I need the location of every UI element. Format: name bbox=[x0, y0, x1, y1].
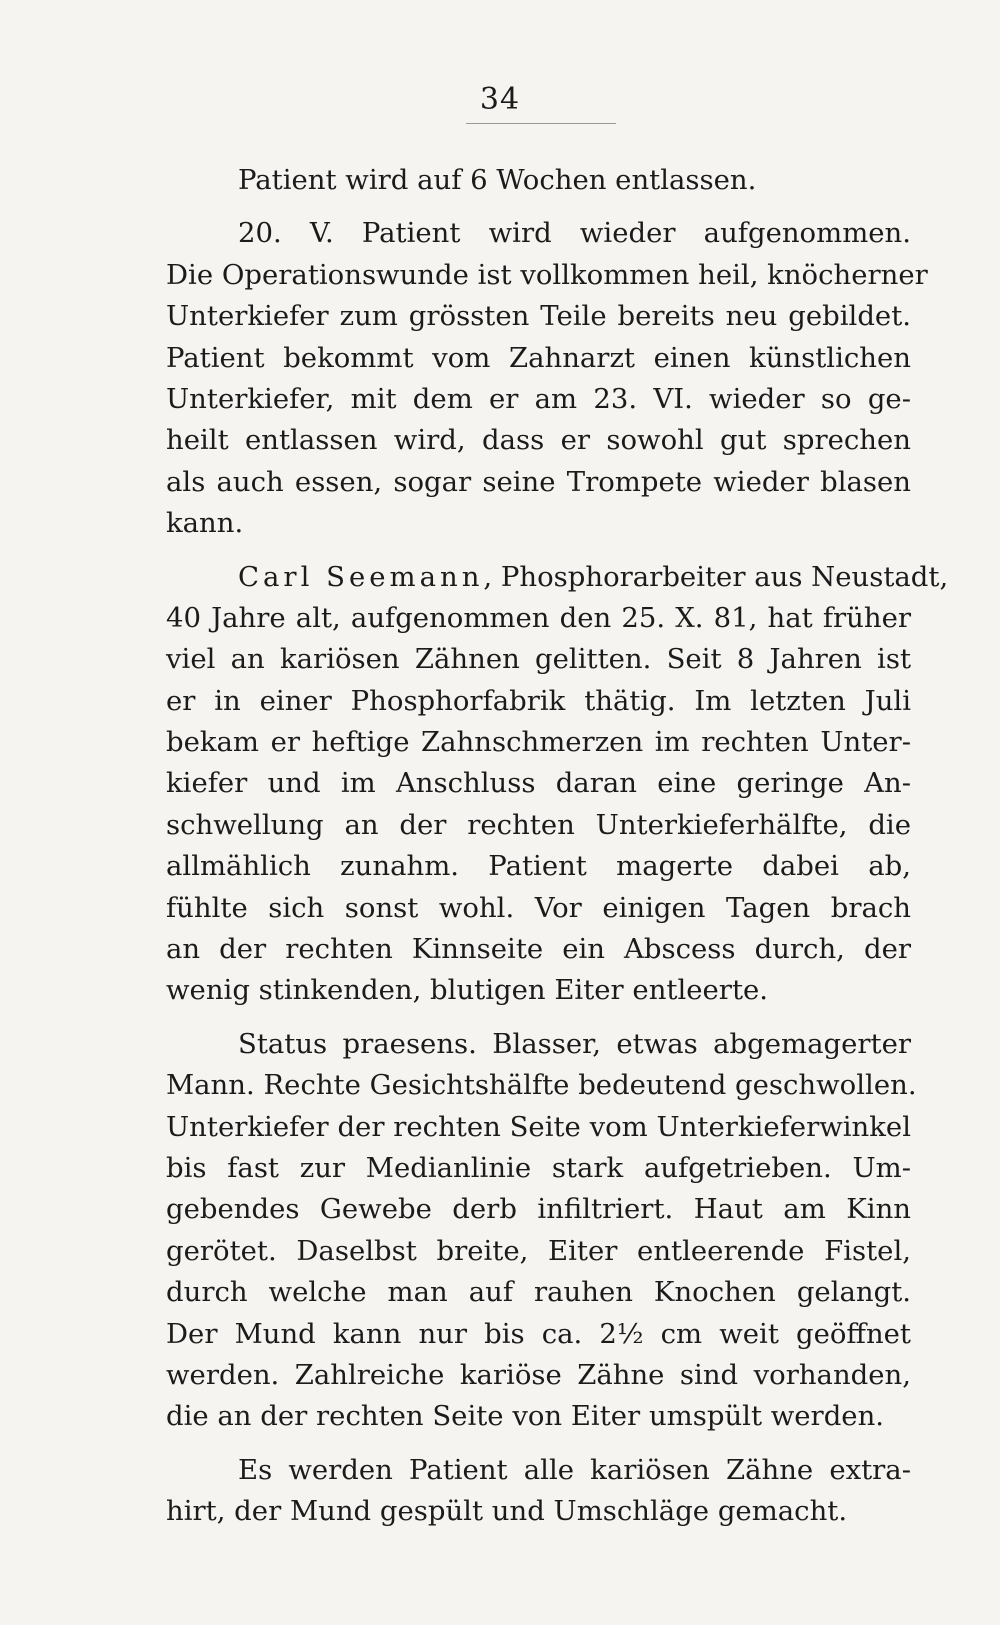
text-line: kann. bbox=[166, 507, 244, 540]
text-line: allmählich zunahm. Patient magerte dabei ab, bbox=[166, 850, 911, 883]
patient-name: Carl Seemann bbox=[238, 560, 484, 593]
paragraph-treatment bbox=[166, 1450, 911, 1533]
text-line: Der Mund kann nur bis ca. 2½ cm weit geöffnet bbox=[166, 1317, 911, 1350]
text-line: viel an kariösen Zähnen gelitten. Seit 8 Jahren ist bbox=[166, 643, 911, 676]
text-line: heilt entlassen wird, dass er sowohl gut sprechen bbox=[166, 424, 911, 457]
text-line: Unterkiefer der rechten Seite vom Unterkieferwinkel bbox=[166, 1110, 911, 1143]
text-line: werden. Zahlreiche kariöse Zähne sind vorhanden, bbox=[166, 1358, 911, 1391]
text-line: schwellung an der rechten Unterkieferhälfte, die bbox=[166, 808, 911, 841]
text-line: bis fast zur Medianlinie stark aufgetrieben. Um- bbox=[166, 1151, 911, 1184]
body-text bbox=[166, 160, 949, 1533]
text-line: kiefer und im Anschluss daran eine geringe An- bbox=[166, 767, 911, 800]
text-line: Mann. Rechte Gesichtshälfte bedeutend geschwollen. bbox=[166, 1069, 917, 1102]
text-line: fühlte sich sonst wohl. Vor einigen Tagen brach bbox=[166, 891, 911, 924]
text-line: Die Operationswunde ist vollkommen heil, knöcherner bbox=[166, 258, 928, 291]
text-line: bekam er heftige Zahnschmerzen im rechten Unter- bbox=[166, 726, 911, 759]
text-line: 40 Jahre alt, aufgenommen den 25. X. 81, hat früher bbox=[166, 601, 911, 634]
text-line: Unterkiefer zum grössten Teile bereits neu gebildet. bbox=[166, 300, 911, 333]
text-line: 20. V. Patient wird wieder aufgenommen. bbox=[238, 217, 911, 250]
text-line: er in einer Phosphorfabrik thätig. Im letzten Juli bbox=[166, 684, 911, 717]
text-line: Status praesens. Blasser, etwas abgemagerter bbox=[238, 1027, 911, 1060]
text-line: die an der rechten Seite von Eiter umspült werden. bbox=[166, 1400, 885, 1433]
text-line: Unterkiefer, mit dem er am 23. VI. wieder so ge- bbox=[166, 382, 911, 415]
text-line: als auch essen, sogar seine Trompete wieder blasen bbox=[166, 465, 911, 498]
text-line bbox=[166, 557, 949, 598]
page-number-rule bbox=[466, 123, 616, 124]
text-line: Patient bekommt vom Zahnarzt einen künstlichen bbox=[166, 341, 911, 374]
text-line: hirt, der Mund gespült und Umschläge gemacht. bbox=[166, 1495, 848, 1528]
text-line: Es werden Patient alle kariösen Zähne extra- bbox=[238, 1453, 911, 1486]
text-line: gerötet. Daselbst breite, Eiter entleerende Fistel, bbox=[166, 1234, 911, 1267]
paragraph-status-praesens bbox=[166, 1024, 917, 1438]
text-line: durch welche man auf rauhen Knochen gelangt. bbox=[166, 1276, 911, 1309]
text-line: gebendes Gewebe derb infiltriert. Haut am Kinn bbox=[166, 1193, 911, 1226]
text-line: wenig stinkenden, blutigen Eiter entleerte. bbox=[166, 974, 769, 1007]
paragraph-case-history bbox=[166, 557, 949, 1012]
paragraph-discharge bbox=[166, 160, 911, 201]
page-number: 34 bbox=[479, 82, 521, 117]
paragraph-readmission bbox=[166, 213, 928, 544]
text-line-remainder: , Phosphorarbeiter aus Neustadt, bbox=[483, 560, 949, 593]
text-line: Patient wird auf 6 Wochen entlassen. bbox=[238, 164, 757, 196]
text-line: an der rechten Kinnseite ein Abscess durch, der bbox=[166, 933, 911, 966]
